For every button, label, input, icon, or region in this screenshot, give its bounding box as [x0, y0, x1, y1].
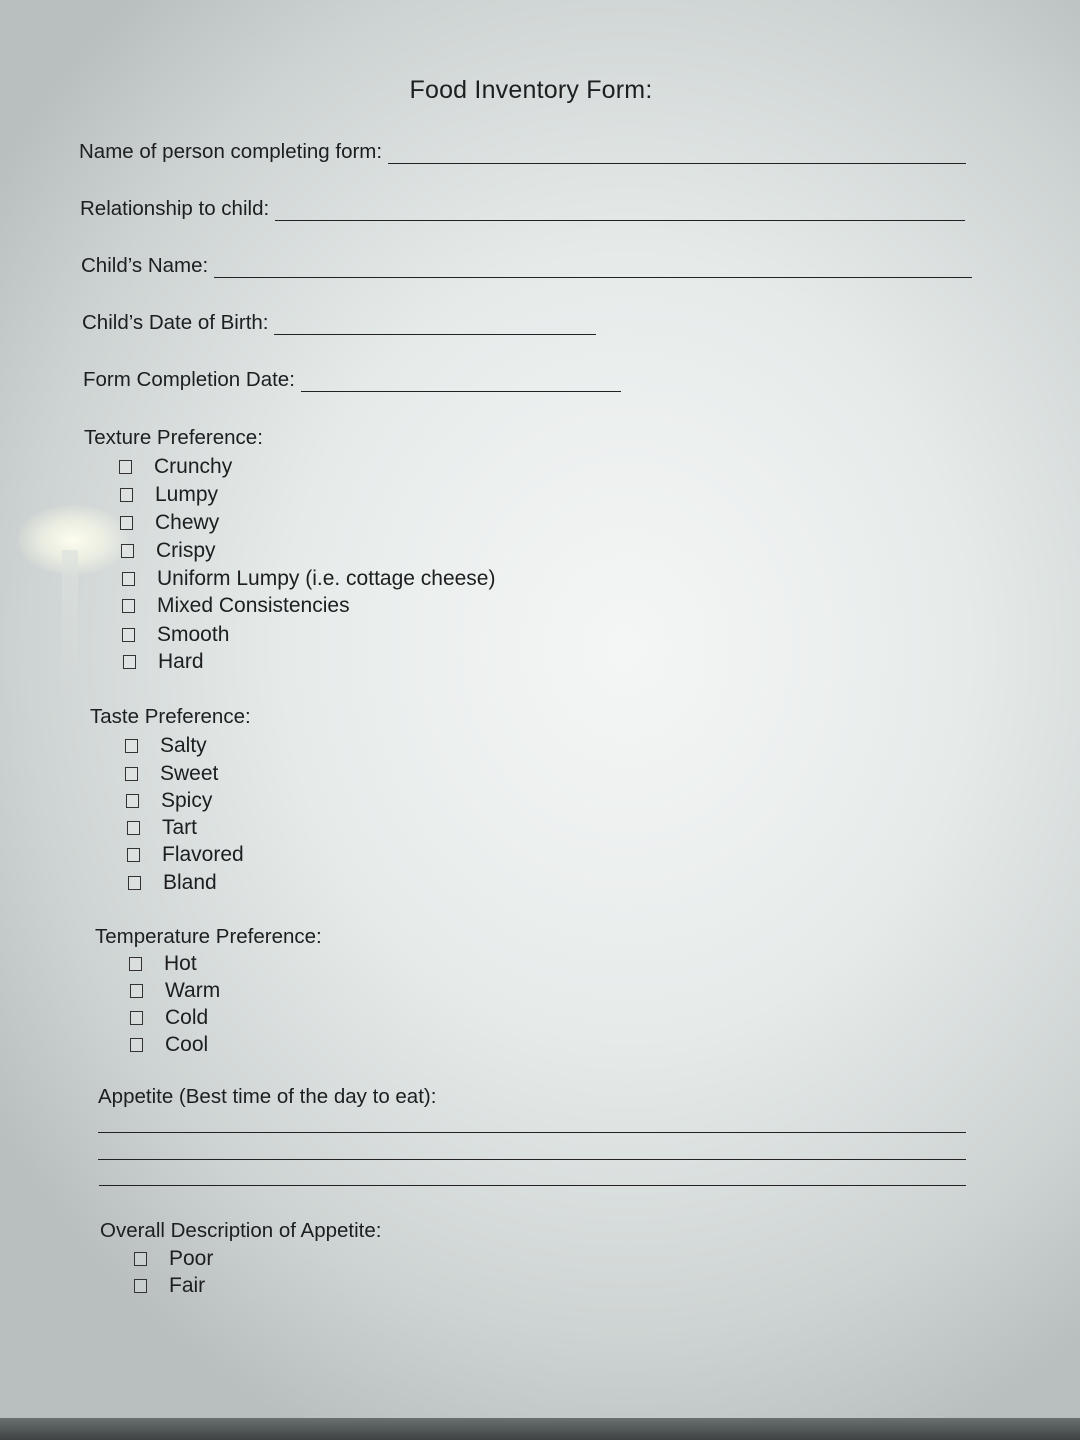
- texture-option[interactable]: [123, 650, 204, 674]
- appetite-line-2[interactable]: [98, 1159, 966, 1160]
- completion-date-label: Form Completion Date:: [83, 368, 295, 391]
- temperature-option[interactable]: [129, 952, 197, 976]
- taste-option[interactable]: [128, 871, 217, 895]
- completer-name-row: [79, 140, 966, 164]
- option-label: Crispy: [156, 539, 216, 562]
- relationship-label: Relationship to child:: [80, 197, 270, 220]
- completer-name-label: Name of person completing form:: [79, 140, 383, 163]
- option-label: Flavored: [162, 843, 244, 866]
- relationship-field[interactable]: [275, 200, 965, 221]
- relationship-row: [80, 197, 965, 221]
- checkbox[interactable]: [128, 876, 141, 890]
- appetite-line-1[interactable]: [98, 1132, 966, 1133]
- option-label: Lumpy: [155, 483, 219, 506]
- texture-heading: Texture Preference:: [84, 426, 263, 449]
- checkbox[interactable]: [119, 460, 132, 474]
- option-label: Poor: [169, 1247, 214, 1270]
- option-label: Spicy: [161, 789, 213, 812]
- option-label: Cool: [165, 1033, 209, 1056]
- taste-option[interactable]: [125, 762, 218, 786]
- checkbox[interactable]: [130, 984, 143, 998]
- option-label: Smooth: [157, 623, 230, 646]
- texture-option[interactable]: [122, 623, 229, 647]
- child-dob-label: Child’s Date of Birth:: [82, 311, 269, 334]
- checkbox[interactable]: [125, 739, 138, 753]
- taste-option[interactable]: [125, 734, 207, 758]
- overall-option[interactable]: [134, 1247, 213, 1271]
- taste-option[interactable]: [126, 789, 212, 813]
- option-label: Hot: [164, 952, 197, 975]
- checkbox[interactable]: [121, 544, 134, 558]
- option-label: Bland: [163, 871, 217, 894]
- texture-option[interactable]: [119, 455, 232, 479]
- checkbox[interactable]: [126, 794, 139, 808]
- checkbox[interactable]: [122, 599, 135, 613]
- checkbox[interactable]: [127, 821, 140, 835]
- child-dob-row: [82, 311, 596, 335]
- option-label: Sweet: [160, 762, 219, 785]
- checkbox[interactable]: [134, 1252, 147, 1266]
- option-label: Uniform Lumpy (i.e. cottage cheese): [157, 567, 496, 590]
- taste-option[interactable]: [127, 816, 197, 840]
- checkbox[interactable]: [134, 1279, 147, 1293]
- checkbox[interactable]: [130, 1011, 143, 1025]
- temperature-heading: Temperature Preference:: [95, 925, 322, 948]
- temperature-option[interactable]: [130, 1033, 208, 1057]
- checkbox[interactable]: [130, 1038, 143, 1052]
- lamp-stem: [62, 550, 78, 690]
- completion-date-row: [83, 368, 621, 392]
- child-dob-field[interactable]: [274, 314, 596, 335]
- appetite-line-3[interactable]: [99, 1185, 966, 1186]
- option-label: Salty: [160, 734, 207, 757]
- child-name-row: [81, 254, 972, 278]
- option-label: Tart: [162, 816, 198, 839]
- temperature-option[interactable]: [130, 979, 220, 1003]
- appetite-heading: Appetite (Best time of the day to eat):: [98, 1085, 437, 1108]
- checkbox[interactable]: [120, 516, 133, 530]
- texture-option[interactable]: [121, 539, 216, 563]
- taste-option[interactable]: [127, 843, 244, 867]
- option-label: Hard: [158, 650, 204, 673]
- option-label: Warm: [165, 979, 221, 1002]
- option-label: Crunchy: [154, 455, 233, 478]
- checkbox[interactable]: [129, 957, 142, 971]
- option-label: Chewy: [155, 511, 220, 534]
- completer-name-field[interactable]: [388, 143, 966, 164]
- checkbox[interactable]: [122, 628, 135, 642]
- completion-date-field[interactable]: [301, 371, 621, 392]
- child-name-label: Child’s Name:: [81, 254, 209, 277]
- monitor-bezel: [0, 1418, 1080, 1440]
- texture-option[interactable]: [120, 511, 219, 535]
- checkbox[interactable]: [123, 655, 136, 669]
- checkbox[interactable]: [125, 767, 138, 781]
- texture-option[interactable]: [122, 567, 495, 591]
- checkbox[interactable]: [122, 572, 135, 586]
- option-label: Cold: [165, 1006, 209, 1029]
- overall-option[interactable]: [134, 1274, 205, 1298]
- form-title: Food Inventory Form:: [409, 76, 653, 104]
- checkbox[interactable]: [127, 848, 140, 862]
- taste-heading: Taste Preference:: [90, 705, 251, 728]
- checkbox[interactable]: [120, 488, 133, 502]
- option-label: Mixed Consistencies: [157, 594, 350, 617]
- overall-heading: Overall Description of Appetite:: [100, 1219, 382, 1242]
- texture-option[interactable]: [122, 594, 350, 618]
- texture-option[interactable]: [120, 483, 218, 507]
- child-name-field[interactable]: [214, 257, 972, 278]
- option-label: Fair: [169, 1274, 206, 1297]
- temperature-option[interactable]: [130, 1006, 208, 1030]
